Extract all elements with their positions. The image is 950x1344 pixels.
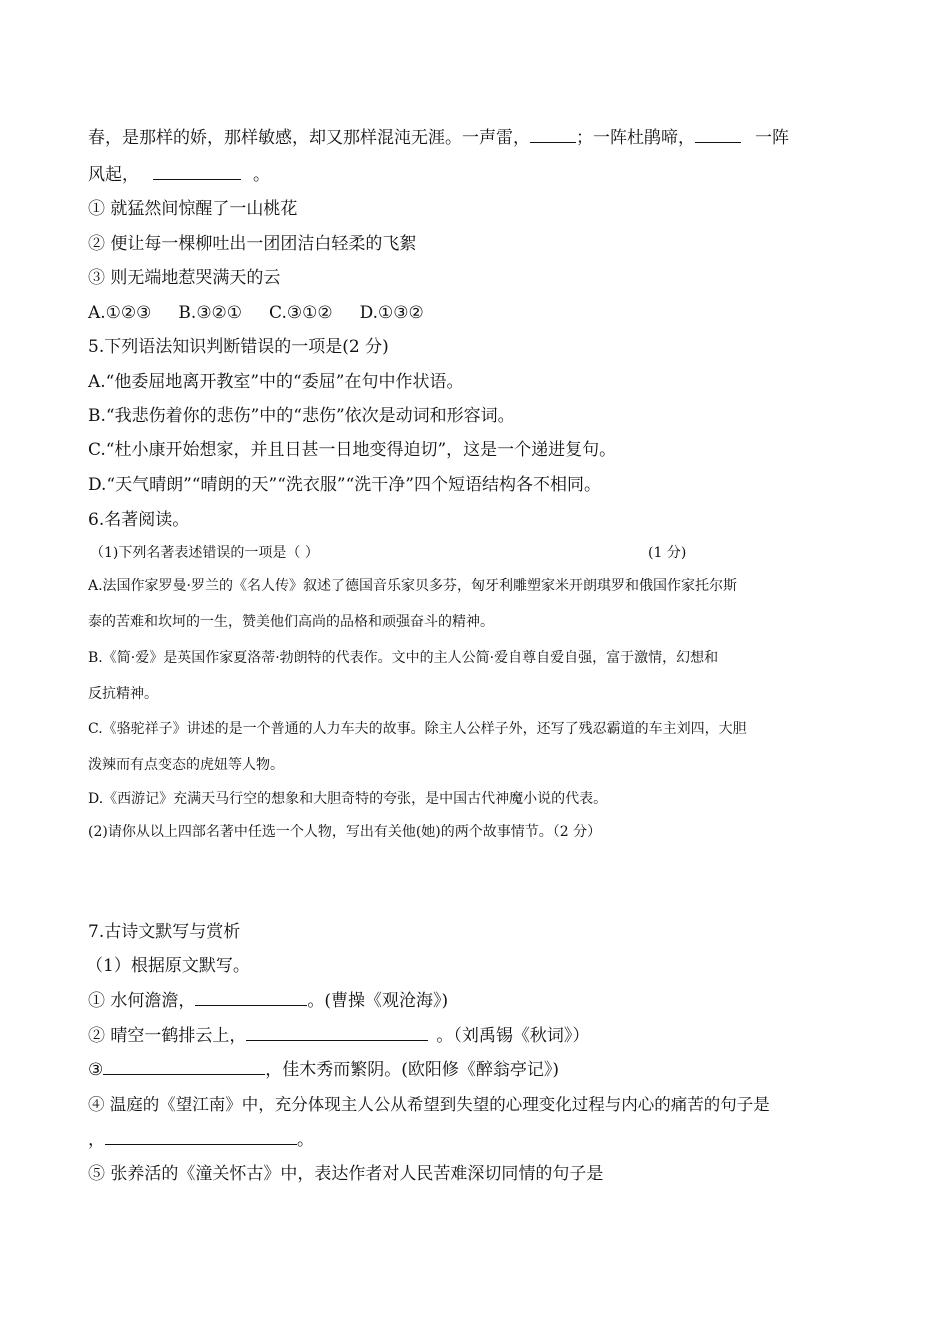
q4-text-e: 。: [253, 165, 270, 185]
q7-item-2-text: ② 晴空一鹤排云上，: [88, 1026, 247, 1046]
q4-line2: [88, 163, 270, 186]
q4-text-c: 一阵: [755, 128, 789, 148]
q7-item-3: [88, 1058, 559, 1081]
answer-blank[interactable]: [530, 126, 576, 143]
q6-option-d: D.《西游记》充满天马行空的想象和大胆奇特的夸张，是中国古代神魔小说的代表。: [88, 791, 608, 807]
q5-option-d: D.“天气晴朗”“晴朗的天”“洗衣服”“洗干净”四个短语结构各不相同。: [88, 475, 601, 495]
q4-option-3: ③ 则无端地惹哭满天的云: [88, 268, 281, 288]
q4-choices: A.①②③ B.③②① C.③①② D.①③②: [88, 303, 424, 323]
q7-item-4-end: 。: [297, 1130, 314, 1150]
q6-option-c-line2: 泼辣而有点变态的虎妞等人物。: [88, 757, 284, 773]
q7-item-1: [88, 989, 448, 1012]
q7-item-2-source: 。（刘禹锡《秋词》）: [436, 1026, 590, 1046]
q6-title: 6.名著阅读。: [88, 510, 190, 530]
answer-blank[interactable]: [695, 126, 741, 143]
q6-option-a-line1: A.法国作家罗曼·罗兰的《名人传》叙述了德国音乐家贝多芬，匈牙利雕塑家米开朗琪罗和俄国作家托尔斯: [88, 578, 738, 594]
q7-item-4-line1: ④ 温庭的《望江南》中，充分体现主人公从希望到失望的心理变化过程与内心的痛苦的句子是: [88, 1095, 770, 1114]
q6-sub1: （1)下列名著表述错误的一项是（ ）: [90, 545, 319, 561]
q7-sub1: （1）根据原文默写。: [86, 956, 250, 976]
q6-sub2: (2)请你从以上四部名著中任选一个人物，写出有关他(她)的两个故事情节。（2 分）: [88, 824, 602, 840]
q4-line1: [88, 126, 789, 149]
answer-blank[interactable]: [153, 163, 241, 180]
q4-text-a: 春，是那样的娇，那样敏感，却又那样混沌无涯。一声雷，: [88, 128, 530, 148]
q7-item-3-text: ，佳木秀而繁阴。(欧阳修《醉翁亭记》): [265, 1060, 560, 1080]
q7-title: 7.古诗文默写与赏析: [88, 922, 241, 942]
q4-option-2: ② 便让每一棵柳吐出一团团洁白轻柔的飞絮: [88, 234, 417, 254]
q5-option-c: C.“杜小康开始想家，并且日甚一日地变得迫切”，这是一个递进复句。: [88, 440, 617, 460]
q6-sub1-score: (1 分): [648, 545, 687, 561]
q6-option-b-line1: B.《简·爱》是英国作家夏洛蒂·勃朗特的代表作。文中的主人公简·爱自尊自爱自强，富于激情，幻想和: [88, 650, 719, 666]
q5-option-a: A.“他委屈地离开教室”中的“委屈”在句中作状语。: [88, 372, 464, 392]
q4-text-d: 风起，: [88, 165, 139, 185]
q7-item-1-text: ① 水何澹澹，: [88, 991, 196, 1011]
q4-text-b: ；一阵杜鹃啼，: [576, 128, 695, 148]
q7-item-5: ⑤ 张养活的《潼关怀古》中，表达作者对人民苦难深切同情的句子是: [88, 1164, 604, 1184]
answer-blank[interactable]: [103, 1058, 265, 1075]
q7-item-4-line2: [88, 1128, 314, 1151]
q7-item-1-source: 。(曹操《观沧海》): [307, 991, 449, 1011]
q7-item-3-number: ③: [88, 1060, 104, 1080]
q6-option-b-line2: 反抗精神。: [88, 686, 158, 702]
q4-option-1: ① 就猛然间惊醒了一山桃花: [88, 199, 298, 219]
answer-blank[interactable]: [105, 1128, 297, 1145]
q7-item-2: [88, 1024, 589, 1047]
answer-blank[interactable]: [246, 1024, 428, 1041]
q5-option-b: B.“我悲伤着你的悲伤”中的“悲伤”依次是动词和形容词。: [88, 406, 515, 426]
q5-title: 5.下列语法知识判断错误的一项是(2 分): [88, 337, 389, 357]
q6-option-a-line2: 泰的苦难和坎坷的一生，赞美他们高尚的品格和顽强奋斗的精神。: [88, 614, 494, 630]
answer-blank[interactable]: [195, 989, 307, 1006]
q7-item-4-comma: ，: [88, 1130, 105, 1150]
q6-option-c-line1: C.《骆驼祥子》讲述的是一个普通的人力车夫的故事。除主人公样子外，还写了残忍霸道的车主刘四，大胆: [88, 721, 747, 737]
